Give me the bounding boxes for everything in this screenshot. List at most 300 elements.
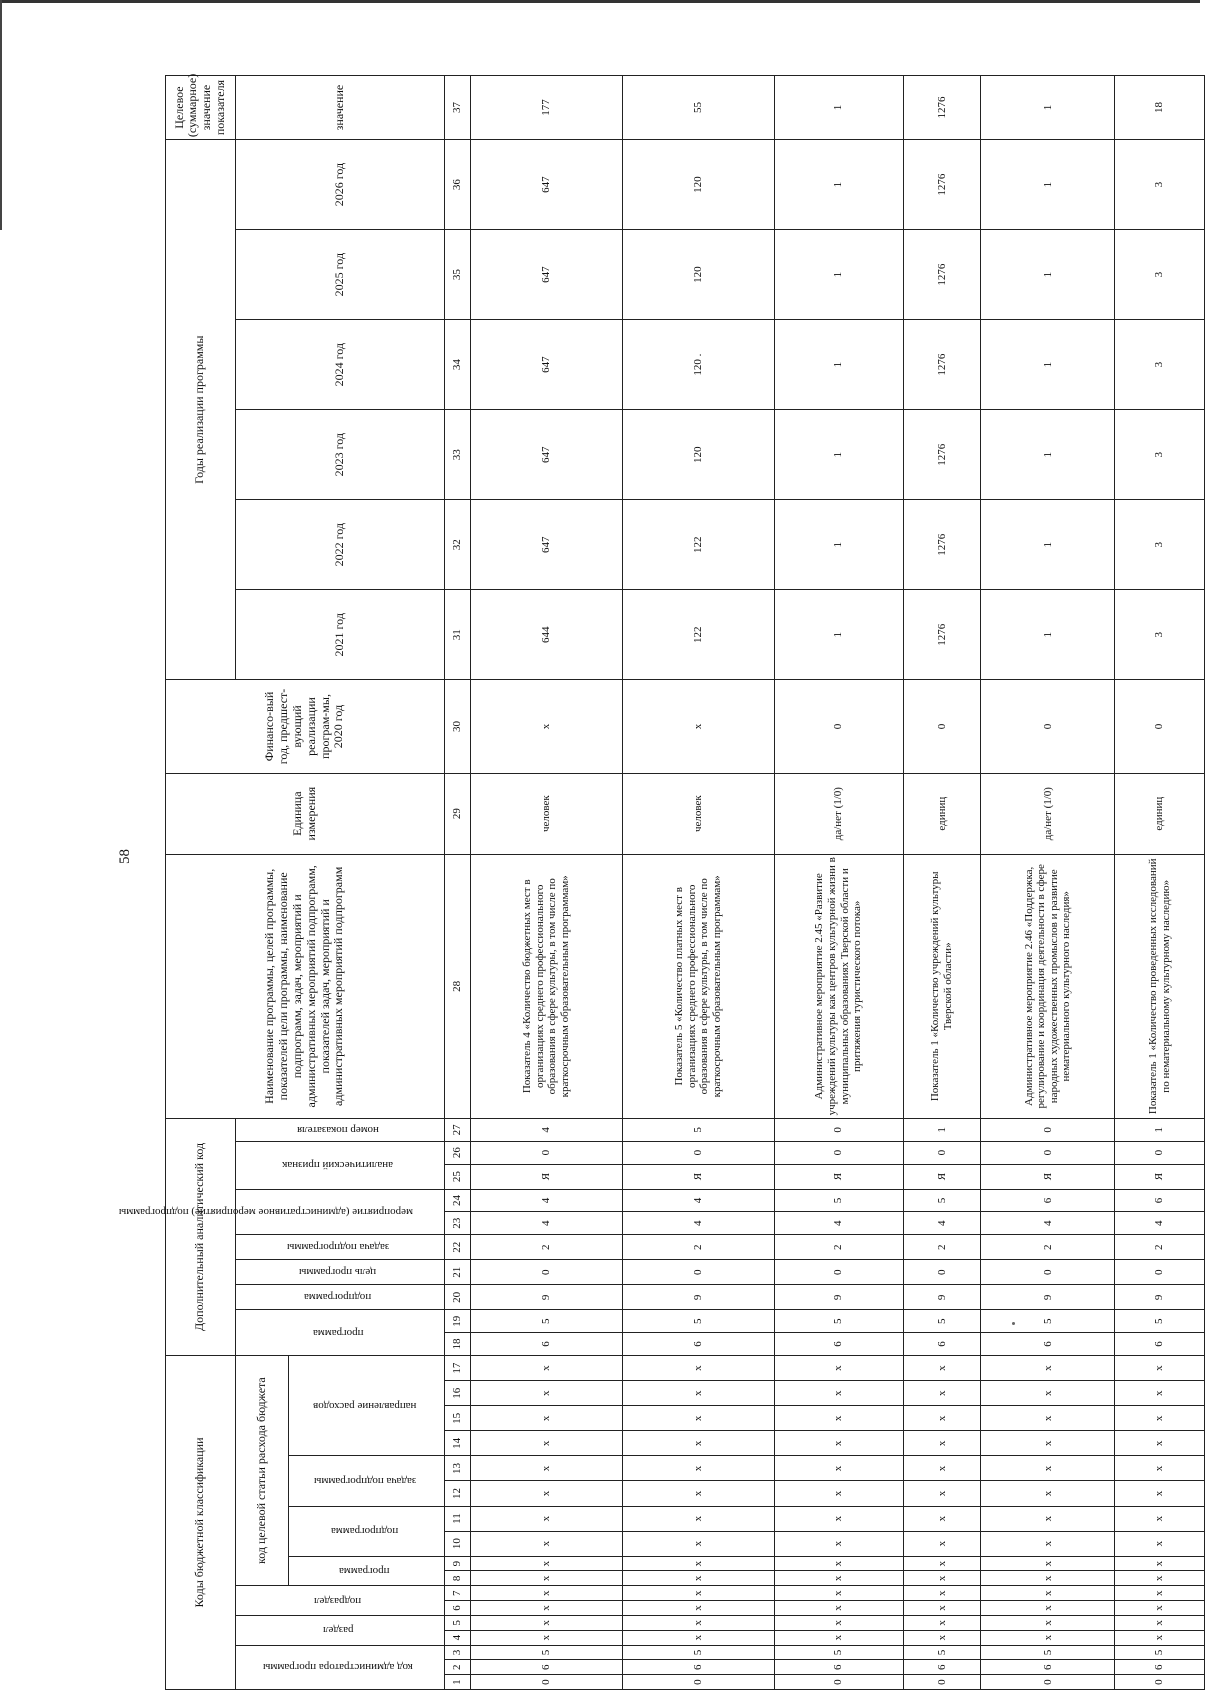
year-value: 1	[774, 140, 903, 230]
year-value: 1276	[903, 230, 981, 320]
row-name: Показатель 1 «Количество учреждений культуры Тверской области»	[903, 854, 981, 1118]
code-cell: 5	[774, 1645, 903, 1660]
code-cell: x	[1115, 1381, 1205, 1406]
column-number: 17	[444, 1355, 470, 1380]
code-cell: 6	[981, 1189, 1115, 1212]
code-cell: x	[981, 1615, 1115, 1630]
code-cell: x	[471, 1456, 623, 1481]
code-cell: 0	[622, 1260, 774, 1285]
code-cell: 4	[1115, 1212, 1205, 1235]
header-x-analytic	[235, 1141, 444, 1189]
code-cell: x	[471, 1571, 623, 1586]
page-number: 58	[117, 849, 133, 864]
code-cell: x	[981, 1586, 1115, 1601]
column-number: 2	[444, 1660, 470, 1675]
header-year: 2026 год	[235, 140, 444, 230]
header-x-indicator_no	[235, 1119, 444, 1142]
code-cell: x	[903, 1431, 981, 1456]
code-cell: 4	[774, 1212, 903, 1235]
code-cell: x	[622, 1481, 774, 1506]
column-number: 35	[444, 230, 470, 320]
code-cell: 6	[1115, 1189, 1205, 1212]
code-cell: 9	[903, 1285, 981, 1310]
year-value: 1276	[903, 410, 981, 500]
code-cell: x	[981, 1381, 1115, 1406]
code-cell: x	[1115, 1615, 1205, 1630]
code-cell: x	[622, 1571, 774, 1586]
code-cell: Я	[981, 1164, 1115, 1189]
code-cell: x	[774, 1615, 903, 1630]
code-cell: x	[903, 1630, 981, 1645]
header-x-indicator_no-text: номер показателя	[296, 1123, 379, 1136]
column-number: 10	[444, 1531, 470, 1556]
code-cell: x	[981, 1506, 1115, 1531]
header-year: 2021 год	[235, 590, 444, 680]
code-cell: x	[774, 1381, 903, 1406]
table-row	[903, 76, 981, 1690]
code-cell: 5	[903, 1645, 981, 1660]
code-cell: x	[903, 1615, 981, 1630]
code-cell: x	[622, 1531, 774, 1556]
year-value: 122	[622, 500, 774, 590]
column-number: 13	[444, 1456, 470, 1481]
header-x-task	[235, 1235, 444, 1260]
code-cell: 5	[981, 1645, 1115, 1660]
code-cell: x	[622, 1506, 774, 1531]
header-name: Наименование программы, целей программы, показателей цели программы, наименование подпрограмм, задач, мероприятий и административных мероприятий подпрограмм, показателей задач, мероприятий и административных мероприятий подпрограмм	[166, 854, 445, 1118]
header-section	[235, 1615, 444, 1645]
code-cell: x	[622, 1615, 774, 1630]
column-number: 1	[444, 1675, 470, 1690]
code-cell: x	[1115, 1556, 1205, 1571]
header-admin-code	[235, 1645, 444, 1689]
year-value: 1	[774, 320, 903, 410]
code-cell: 2	[1115, 1235, 1205, 1260]
code-cell: 9	[774, 1285, 903, 1310]
header-expense-direction	[289, 1355, 444, 1456]
code-cell: 0	[981, 1260, 1115, 1285]
code-cell: x	[1115, 1601, 1205, 1616]
header-subsection-text: подраздел	[314, 1594, 362, 1607]
row-unit: да/нет (1/0)	[774, 773, 903, 854]
year-value: 1	[981, 410, 1115, 500]
code-cell: x	[774, 1556, 903, 1571]
code-cell: 6	[981, 1333, 1115, 1356]
year-value: 1	[774, 590, 903, 680]
row-unit: человек	[471, 773, 623, 854]
code-cell: x	[981, 1431, 1115, 1456]
code-cell: 4	[471, 1119, 623, 1142]
code-cell: 4	[471, 1189, 623, 1212]
column-number: 14	[444, 1431, 470, 1456]
target-value: 18	[1115, 76, 1205, 140]
year-value: 120 .	[622, 320, 774, 410]
year-value: 3	[1115, 590, 1205, 680]
code-cell: 5	[774, 1189, 903, 1212]
header-x-analytic-text: аналитический признак	[282, 1159, 394, 1172]
code-cell: x	[903, 1586, 981, 1601]
column-number: 19	[444, 1310, 470, 1333]
code-cell: 6	[903, 1333, 981, 1356]
code-cell: x	[471, 1601, 623, 1616]
code-cell: x	[622, 1601, 774, 1616]
year-value: 1	[981, 230, 1115, 320]
code-cell: 6	[774, 1333, 903, 1356]
year-value: 1	[774, 230, 903, 320]
code-cell: x	[774, 1506, 903, 1531]
code-cell: x	[774, 1586, 903, 1601]
header-target: Целевое (суммарное) значение показателя	[166, 76, 236, 140]
code-cell: 2	[622, 1235, 774, 1260]
year-value: 1	[981, 590, 1115, 680]
header-x-goal-text: цель программы	[299, 1266, 377, 1279]
year-value: 647	[471, 410, 623, 500]
code-cell: x	[981, 1355, 1115, 1380]
column-number: 21	[444, 1260, 470, 1285]
column-number: 22	[444, 1235, 470, 1260]
column-number: 5	[444, 1615, 470, 1630]
column-number: 7	[444, 1586, 470, 1601]
year-value: 1	[774, 500, 903, 590]
code-cell: x	[903, 1456, 981, 1481]
row-base-year: x	[622, 680, 774, 773]
code-cell: x	[622, 1630, 774, 1645]
row-unit: человек	[622, 773, 774, 854]
code-cell: x	[471, 1586, 623, 1601]
code-cell: x	[981, 1630, 1115, 1645]
year-value: 120	[622, 140, 774, 230]
year-value: 3	[1115, 500, 1205, 590]
code-cell: x	[471, 1481, 623, 1506]
year-value: 1	[981, 500, 1115, 590]
column-number: 24	[444, 1189, 470, 1212]
code-cell: 5	[471, 1645, 623, 1660]
header-subprogram	[289, 1506, 444, 1556]
code-cell: x	[622, 1431, 774, 1456]
code-cell: 0	[1115, 1141, 1205, 1164]
column-number: 30	[444, 680, 470, 773]
code-cell: x	[774, 1571, 903, 1586]
code-cell: x	[471, 1506, 623, 1531]
code-cell: x	[1115, 1431, 1205, 1456]
code-cell: x	[1115, 1355, 1205, 1380]
code-cell: x	[981, 1481, 1115, 1506]
column-number: 12	[444, 1481, 470, 1506]
row-unit: да/нет (1/0)	[981, 773, 1115, 854]
code-cell: 0	[981, 1119, 1115, 1142]
scan-top-border	[0, 0, 1200, 3]
year-value: 3	[1115, 230, 1205, 320]
code-cell: 0	[774, 1260, 903, 1285]
column-number: 34	[444, 320, 470, 410]
code-cell: 9	[471, 1285, 623, 1310]
column-number: 3	[444, 1645, 470, 1660]
header-year: 2023 год	[235, 410, 444, 500]
header-subprogram-task	[289, 1456, 444, 1506]
code-cell: 6	[903, 1660, 981, 1675]
code-cell: 6	[471, 1333, 623, 1356]
table-row	[471, 76, 623, 1690]
code-cell: 0	[471, 1141, 623, 1164]
code-cell: 5	[622, 1119, 774, 1142]
code-cell: 9	[622, 1285, 774, 1310]
year-value: 647	[471, 500, 623, 590]
code-cell: x	[903, 1601, 981, 1616]
header-x-program-text: программа	[312, 1326, 364, 1339]
table-row	[774, 76, 903, 1690]
target-value: 55	[622, 76, 774, 140]
code-cell: 5	[622, 1645, 774, 1660]
code-cell: x	[981, 1456, 1115, 1481]
code-cell: 0	[1115, 1675, 1205, 1690]
row-base-year: 0	[981, 680, 1115, 773]
code-cell: x	[774, 1481, 903, 1506]
header-subsection	[235, 1586, 444, 1616]
column-number: 20	[444, 1285, 470, 1310]
code-cell: x	[774, 1406, 903, 1431]
column-number: 18	[444, 1333, 470, 1356]
column-number: 23	[444, 1212, 470, 1235]
header-section-text: раздел	[322, 1624, 354, 1637]
column-number: 37	[444, 76, 470, 140]
year-value: 1276	[903, 500, 981, 590]
header-x-goal	[235, 1260, 444, 1285]
header-expense-direction-text: направление расходов	[313, 1399, 417, 1412]
code-cell: 0	[903, 1260, 981, 1285]
header-extra-code: Дополнительный аналитический код	[166, 1119, 236, 1356]
row-base-year: 0	[903, 680, 981, 773]
code-cell: 5	[774, 1310, 903, 1333]
year-value: 644	[471, 590, 623, 680]
code-cell: Я	[471, 1164, 623, 1189]
code-cell: x	[774, 1355, 903, 1380]
column-number: 31	[444, 590, 470, 680]
code-cell: x	[981, 1601, 1115, 1616]
year-value: 120	[622, 410, 774, 500]
year-value: 1276	[903, 140, 981, 230]
column-number: 4	[444, 1630, 470, 1645]
year-value: 647	[471, 140, 623, 230]
column-number-row	[444, 76, 470, 1690]
code-cell: x	[981, 1531, 1115, 1556]
code-cell: 1	[1115, 1119, 1205, 1142]
code-cell: 0	[903, 1675, 981, 1690]
code-cell: 6	[622, 1660, 774, 1675]
column-number: 6	[444, 1601, 470, 1616]
code-cell: 6	[1115, 1333, 1205, 1356]
code-cell: x	[471, 1355, 623, 1380]
column-number: 33	[444, 410, 470, 500]
header-years: Годы реализации программы	[166, 140, 236, 680]
code-cell: x	[903, 1556, 981, 1571]
year-value: 1276	[903, 320, 981, 410]
code-cell: x	[1115, 1406, 1205, 1431]
column-number: 8	[444, 1571, 470, 1586]
code-cell: x	[774, 1531, 903, 1556]
code-cell: 6	[1115, 1660, 1205, 1675]
code-cell: 0	[622, 1675, 774, 1690]
header-admin-code-text: код администратора программы	[262, 1661, 413, 1674]
code-cell: x	[774, 1630, 903, 1645]
code-cell: 2	[903, 1235, 981, 1260]
code-cell: 9	[981, 1285, 1115, 1310]
header-fin-year: Финансо-вый год, предшест-вующий реализации програм-мы, 2020 год	[166, 680, 445, 773]
row-name: Показатель 4 «Количество бюджетных мест в организациях среднего профессионального образования в сфере культуры, в том числе по краткосрочным образовательным программам»	[471, 854, 623, 1118]
code-cell: x	[903, 1381, 981, 1406]
code-cell: x	[774, 1431, 903, 1456]
code-cell: 6	[774, 1660, 903, 1675]
row-name: Административное мероприятие 2.45 «Развитие учреждений культуры как центров культурной жизни в муниципальных образованиях Тверской области и притяжения туристического потока»	[774, 854, 903, 1118]
header-target-code: код целевой статьи расхода бюджета	[235, 1355, 289, 1585]
code-cell: 5	[903, 1189, 981, 1212]
header-x-subprogram-text: подпрограмма	[304, 1291, 372, 1304]
code-cell: 4	[471, 1212, 623, 1235]
code-cell: 4	[622, 1212, 774, 1235]
code-cell: x	[471, 1615, 623, 1630]
code-cell: 1	[903, 1119, 981, 1142]
code-cell: 5	[1115, 1310, 1205, 1333]
row-base-year: x	[471, 680, 623, 773]
code-cell: x	[622, 1381, 774, 1406]
code-cell: x	[1115, 1571, 1205, 1586]
column-number: 15	[444, 1406, 470, 1431]
code-cell: 6	[981, 1660, 1115, 1675]
target-value: 1276	[903, 76, 981, 140]
year-value: 120	[622, 230, 774, 320]
header-year: 2025 год	[235, 230, 444, 320]
code-cell: 0	[1115, 1260, 1205, 1285]
code-cell: x	[622, 1406, 774, 1431]
code-cell: 2	[981, 1235, 1115, 1260]
code-cell: 2	[774, 1235, 903, 1260]
code-cell: 5	[1115, 1645, 1205, 1660]
code-cell: x	[471, 1531, 623, 1556]
code-cell: Я	[903, 1164, 981, 1189]
table-row	[1115, 76, 1205, 1690]
code-cell: x	[471, 1431, 623, 1456]
year-value: 1	[981, 320, 1115, 410]
code-cell: 4	[903, 1212, 981, 1235]
column-number: 28	[444, 854, 470, 1118]
code-cell: 0	[981, 1141, 1115, 1164]
scan-left-mark	[0, 0, 2, 230]
code-cell: 0	[471, 1260, 623, 1285]
code-cell: 9	[1115, 1285, 1205, 1310]
code-cell: Я	[622, 1164, 774, 1189]
code-cell: 0	[903, 1141, 981, 1164]
year-value: 122	[622, 590, 774, 680]
code-cell: x	[1115, 1630, 1205, 1645]
year-value: 1	[774, 410, 903, 500]
header-program-text: программа	[339, 1565, 390, 1578]
code-cell: x	[981, 1406, 1115, 1431]
code-cell: 6	[622, 1333, 774, 1356]
code-cell: 0	[774, 1141, 903, 1164]
code-cell: 0	[774, 1675, 903, 1690]
header-value: значение	[235, 76, 444, 140]
row-name: Показатель 1 «Количество проведенных исследований по нематериальному культурному наследию»	[1115, 854, 1205, 1118]
code-cell: 5	[903, 1310, 981, 1333]
code-cell: x	[774, 1601, 903, 1616]
column-number: 25	[444, 1164, 470, 1189]
code-cell: 6	[471, 1660, 623, 1675]
row-unit: единиц	[1115, 773, 1205, 854]
header-x-event	[118, 1189, 444, 1235]
header-year: 2024 год	[235, 320, 444, 410]
target-value: 1	[981, 76, 1115, 140]
year-value: 3	[1115, 320, 1205, 410]
column-number: 16	[444, 1381, 470, 1406]
code-cell: x	[471, 1381, 623, 1406]
header-x-event-text: мероприятие (административное мероприятие) подпрограммы	[118, 1205, 413, 1218]
target-value: 177	[471, 76, 623, 140]
code-cell: x	[622, 1556, 774, 1571]
column-number: 26	[444, 1141, 470, 1164]
code-cell: 0	[981, 1675, 1115, 1690]
code-cell: x	[903, 1481, 981, 1506]
header-subprogram-text: подпрограмма	[331, 1525, 399, 1538]
column-number: 32	[444, 500, 470, 590]
code-cell: x	[1115, 1506, 1205, 1531]
code-cell: x	[1115, 1586, 1205, 1601]
code-cell: 4	[981, 1212, 1115, 1235]
code-cell: x	[622, 1355, 774, 1380]
row-base-year: 0	[774, 680, 903, 773]
header-row-1	[166, 76, 236, 1690]
code-cell: 4	[622, 1189, 774, 1212]
column-number: 27	[444, 1119, 470, 1142]
row-name: Показатель 5 «Количество платных мест в организациях среднего профессионального образования в сфере культуры, в том числе по краткосрочным образовательным программам»	[622, 854, 774, 1118]
code-cell: x	[903, 1531, 981, 1556]
code-cell: Я	[774, 1164, 903, 1189]
code-cell: x	[903, 1406, 981, 1431]
header-x-subprogram	[235, 1285, 444, 1310]
row-name: Административное мероприятие 2.46 «Поддержка, регулирование и координация деятельности в сфере народных художественных промыслов и развитие нематериального культурного наследия»	[981, 854, 1115, 1118]
code-cell: x	[622, 1586, 774, 1601]
code-cell: 5	[622, 1310, 774, 1333]
code-cell: x	[903, 1506, 981, 1531]
code-cell: x	[471, 1556, 623, 1571]
code-cell: x	[1115, 1531, 1205, 1556]
code-cell: 0	[774, 1119, 903, 1142]
table-row	[981, 76, 1115, 1690]
header-program	[289, 1556, 444, 1586]
code-cell: 0	[622, 1141, 774, 1164]
year-value: 647	[471, 320, 623, 410]
column-number: 29	[444, 773, 470, 854]
year-value: 647	[471, 230, 623, 320]
year-value: 3	[1115, 410, 1205, 500]
header-x-task-text: задача подпрограммы	[286, 1241, 389, 1254]
header-unit: Единица измерения	[166, 773, 445, 854]
header-subprogram-task-text: задача подпрограммы	[313, 1475, 416, 1488]
code-cell: x	[622, 1456, 774, 1481]
code-cell: 0	[471, 1675, 623, 1690]
column-number: 11	[444, 1506, 470, 1531]
code-cell: 5	[471, 1310, 623, 1333]
code-cell: x	[903, 1355, 981, 1380]
column-number: 36	[444, 140, 470, 230]
target-value: 1	[774, 76, 903, 140]
code-cell: x	[471, 1630, 623, 1645]
code-cell: x	[981, 1571, 1115, 1586]
code-cell: x	[774, 1456, 903, 1481]
code-cell: 5	[981, 1310, 1115, 1333]
row-unit: единиц	[903, 773, 981, 854]
header-year: 2022 год	[235, 500, 444, 590]
year-value: 1276	[903, 590, 981, 680]
code-cell: 2	[471, 1235, 623, 1260]
